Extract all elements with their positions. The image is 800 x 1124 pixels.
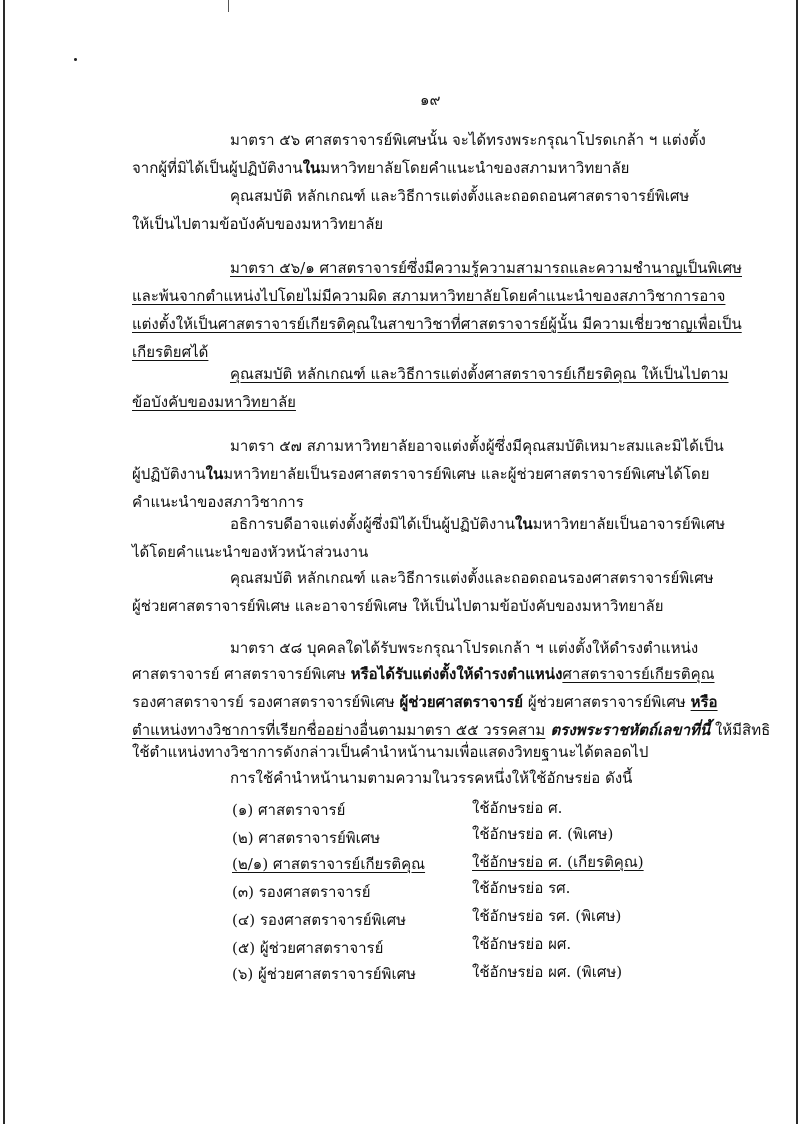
s56-line-2b: ใน — [302, 159, 321, 177]
s57-line-5: ได้โดยคำแนะนำของหัวหน้าส่วนงาน — [132, 543, 369, 561]
s58-line-4a: ตำแหน่งทางวิชาการที่เรียกชื่ออย่างอื่นตามมาตรา ๕๕ วรรคสาม — [132, 721, 546, 739]
abbr-item-value: ใช้อักษรย่อ ศ. — [472, 799, 563, 817]
s56-line-2c: มหาวิทยาลัยโดยคำแนะนำของสภามหาวิทยาลัย — [320, 159, 630, 177]
abbr-item-value: ใช้อักษรย่อ ผศ. — [472, 935, 572, 953]
abbr-item-label: (๖) ผู้ช่วยศาสตราจารย์พิเศษ — [232, 965, 416, 983]
s57-line-2c: มหาวิทยาลัยเป็นรองศาสตราจารย์พิเศษ และผู้ช่วยศาสตราจารย์พิเศษได้โดย — [223, 465, 710, 483]
s56-1-line-6: ข้อบังคับของมหาวิทยาลัย — [132, 393, 296, 411]
s57-line-4c: มหาวิทยาลัยเป็นอาจารย์พิเศษ — [532, 515, 726, 533]
s57-line-1: มาตรา ๕๗ สภามหาวิทยาลัยอาจแต่งตั้งผู้ซึ่งมีคุณสมบัติเหมาะสมและมิได้เป็น — [230, 437, 724, 455]
scan-border-left — [3, 0, 5, 1124]
s57-line-2a: ผู้ปฏิบัติงาน — [132, 465, 206, 483]
abbr-item-value: ใช้อักษรย่อ ผศ. (พิเศษ) — [472, 963, 623, 981]
s56-line-4: ให้เป็นไปตามข้อบังคับของมหาวิทยาลัย — [132, 215, 384, 233]
abbr-item-label: (๒/๑) ศาสตราจารย์เกียรติคุณ — [232, 855, 426, 873]
s58-line-3a: รองศาสตราจารย์ รองศาสตราจารย์พิเศษ — [132, 693, 400, 711]
s57-line-4b: ใน — [515, 515, 533, 533]
s58-line-3 — [132, 692, 718, 712]
s58-line-1: มาตรา ๕๘ บุคคลใดได้รับพระกรุณาโปรดเกล้า ฯ แต่งตั้งให้ดำรงตำแหน่ง — [230, 639, 699, 657]
s58-line-3d: หรือ — [690, 693, 718, 711]
abbr-item-value: ใช้อักษรย่อ ศ. (พิเศษ) — [472, 825, 614, 843]
s57-line-7: ผู้ช่วยศาสตราจารย์พิเศษ และอาจารย์พิเศษ ให้เป็นไปตามข้อบังคับของมหาวิทยาลัย — [132, 597, 664, 615]
s58-line-4 — [132, 720, 770, 740]
s57-line-6: คุณสมบัติ หลักเกณฑ์ และวิธีการแต่งตั้งและถอดถอนรองศาสตราจารย์พิเศษ — [230, 569, 714, 587]
scan-mark — [228, 0, 229, 12]
s58-line-2 — [132, 664, 715, 684]
abbr-item-label: (๔) รองศาสตราจารย์พิเศษ — [232, 911, 407, 929]
s58-line-2b: หรือได้รับแต่งตั้งให้ดำรงตำแหน่ง — [350, 665, 563, 683]
abbr-item-value: ใช้อักษรย่อ รศ. — [472, 879, 571, 897]
page-number: ๑๙ — [420, 91, 441, 109]
scan-speck — [74, 58, 77, 61]
s56-line-3: คุณสมบัติ หลักเกณฑ์ และวิธีการแต่งตั้งและถอดถอนศาสตราจารย์พิเศษ — [230, 187, 690, 205]
s57-line-2b: ใน — [205, 465, 224, 483]
s56-line-1: มาตรา ๕๖ ศาสตราจารย์พิเศษนั้น จะได้ทรงพระกรุณาโปรดเกล้า ฯ แต่งตั้ง — [230, 131, 706, 149]
s56-line-2a: จากผู้ที่มิได้เป็นผู้ปฏิบัติงาน — [132, 159, 303, 177]
s58-line-5: ใช้ตำแหน่งทางวิชาการดังกล่าวเป็นคำนำหน้านามเพื่อแสดงวิทยฐานะได้ตลอดไป — [132, 743, 649, 761]
abbr-item-label: (๕) ผู้ช่วยศาสตราจารย์ — [232, 939, 384, 957]
abbr-item-label: (๒) ศาสตราจารย์พิเศษ — [232, 829, 381, 847]
s58-line-6: การใช้คำนำหน้านามตามความในวรรคหนึ่งให้ใช้อักษรย่อ ดังนี้ — [230, 769, 633, 787]
s56-1-line-5: คุณสมบัติ หลักเกณฑ์ และวิธีการแต่งตั้งศาสตราจารย์เกียรติคุณ ให้เป็นไปตาม — [230, 365, 729, 383]
s58-line-2c: ศาสตราจารย์เกียรติคุณ — [562, 665, 715, 683]
s57-line-4a: อธิการบดีอาจแต่งตั้งผู้ซึ่งมิได้เป็นผู้ปฏิบัติงาน — [230, 515, 516, 533]
s58-line-4b: ตรงพระราชหัตถ์เลขาที่นี้ — [545, 721, 711, 739]
s56-1-line-4: เกียรติยศได้ — [132, 343, 209, 361]
s57-line-2 — [132, 464, 710, 484]
s57-line-4 — [230, 514, 725, 534]
abbr-item-label: (๑) ศาสตราจารย์ — [232, 801, 346, 819]
s56-line-2 — [132, 158, 629, 178]
s58-line-2a: ศาสตราจารย์ ศาสตราจารย์พิเศษ — [132, 665, 351, 683]
s56-1-line-3: แต่งตั้งให้เป็นศาสตราจารย์เกียรติคุณในสาขาวิชาที่ศาสตราจารย์ผู้นั้น มีความเชี่ยวชาญเพื่อเป็น — [132, 315, 742, 333]
s56-1-line-2: และพ้นจากตำแหน่งไปโดยไม่มีความผิด สภามหาวิทยาลัยโดยคำแนะนำของสภาวิชาการอาจ — [132, 287, 726, 305]
scan-border-right — [796, 0, 798, 1124]
s56-1-line-1: มาตรา ๕๖/๑ ศาสตราจารย์ซึ่งมีความรู้ความสามารถและความชำนาญเป็นพิเศษ — [230, 259, 742, 277]
s57-line-3: คำแนะนำของสภาวิชาการ — [132, 493, 304, 511]
abbr-item-label: (๓) รองศาสตราจารย์ — [232, 883, 371, 901]
s58-line-3b: ผู้ช่วยศาสตราจารย์ — [399, 693, 524, 711]
s58-line-4c: ให้มีสิทธิ — [710, 721, 771, 739]
abbr-item-value: ใช้อักษรย่อ รศ. (พิเศษ) — [472, 907, 622, 925]
abbr-item-value: ใช้อักษรย่อ ศ. (เกียรติคุณ) — [472, 853, 644, 871]
s58-line-3c: ผู้ช่วยศาสตราจารย์พิเศษ — [523, 693, 691, 711]
